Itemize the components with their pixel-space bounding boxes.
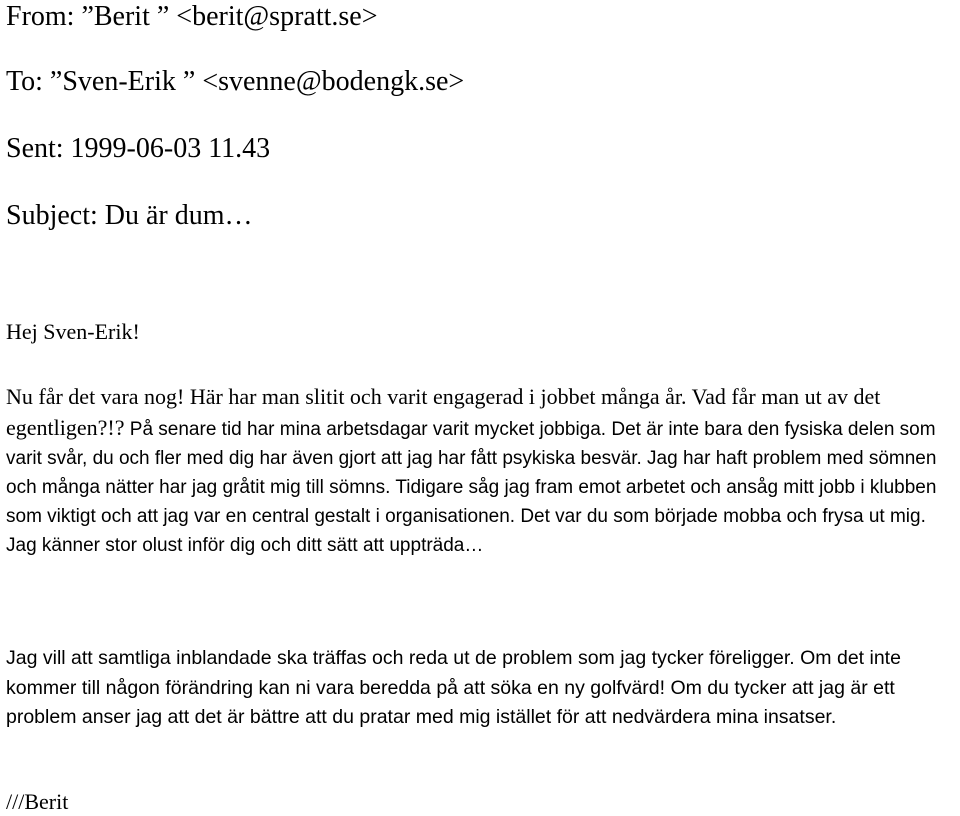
email-subject-line: Subject: Du är dum…	[6, 200, 253, 231]
paragraph-1-opening: Nu får det vara nog! Här har man slitit och varit engagerad i jobbet många år. Vad får man ut av det egentligen?!?	[6, 384, 881, 440]
email-body-paragraph-2: Jag vill att samtliga inblandade ska träffas och reda ut de problem som jag tycker föreligger. Om det inte kommer till någon förändring kan ni vara beredda på att söka en ny golfvärd! Om du tycker att jag är ett problem anser jag att det är bättre att du pratar med mig istället för att nedvärdera mina insatser.	[6, 647, 901, 728]
email-greeting: Hej Sven-Erik!	[6, 319, 140, 344]
email-to-line: To: ”Sven-Erik ” <svenne@bodengk.se>	[6, 66, 465, 97]
email-signature: ///Berit	[6, 789, 69, 814]
email-sent-line: Sent: 1999-06-03 11.43	[6, 133, 271, 164]
email-from-line: From: ”Berit ” <berit@spratt.se>	[6, 1, 378, 32]
email-body-paragraph-1	[6, 382, 954, 560]
paragraph-1-continuation: På senare tid har mina arbetsdagar varit mycket jobbiga. Det är inte bara den fysiska delen som varit svår, du och fler med dig har även gjort att jag har fått psykiska besvär. Jag har haft problem med sömnen och många nätter har jag gråtit mig till sömns. Tidigare såg jag fram emot arbetet och ansåg mitt jobb i klubben som viktigt och att jag var en central gestalt i organisationen. Det var du som började mobba och frysa ut mig. Jag känner stor olust inför dig och ditt sätt att uppträda…	[6, 419, 937, 556]
